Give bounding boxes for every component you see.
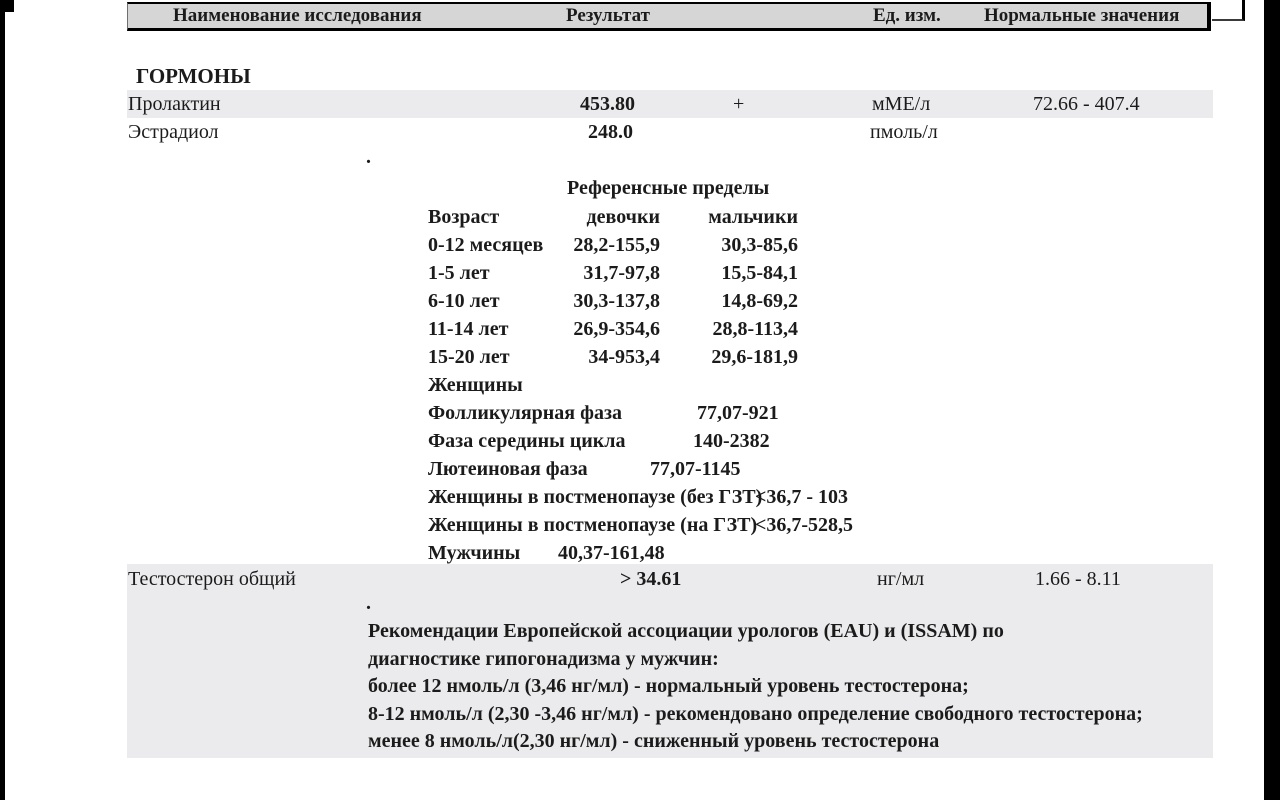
result-value-testosterone: > 34.61 — [620, 568, 682, 590]
ref-phase-value: <36,7-528,5 — [755, 514, 854, 536]
ref-age-row-boys: 14,8-69,2 — [721, 290, 798, 312]
units-prolactin: мМЕ/л — [872, 93, 931, 115]
reference-col-age: Возраст — [428, 206, 500, 228]
top-left-corner-block — [0, 0, 14, 12]
right-edge-scrollbar-track[interactable] — [1264, 0, 1280, 800]
ref-age-row-boys: 29,6-181,9 — [711, 346, 798, 368]
test-name-prolactin: Пролактин — [128, 93, 221, 115]
ref-age-row-girls: 28,2-155,9 — [573, 234, 660, 256]
ref-phase-value: 77,07-921 — [697, 402, 779, 424]
ref-age-row-girls: 34-953,4 — [588, 346, 660, 368]
column-header-normal: Нормальные значения — [984, 5, 1180, 26]
ref-age-row-label: 0-12 месяцев — [428, 234, 544, 256]
testosterone-recommendations-note — [368, 618, 1143, 756]
scrollbar-thumb[interactable] — [1212, 0, 1245, 21]
comment-dot-1: . — [366, 146, 371, 168]
units-testosterone: нг/мл — [877, 568, 925, 590]
ref-phase-value: <36,7 - 103 — [755, 486, 849, 508]
ref-age-row-label: 15-20 лет — [428, 346, 510, 368]
result-value-prolactin: 453.80 — [580, 93, 635, 115]
reference-col-girls: девочки — [586, 206, 660, 228]
results-table-header — [127, 2, 1211, 31]
ref-phase-value: 140-2382 — [693, 430, 770, 452]
result-flag-prolactin: + — [733, 93, 745, 115]
ref-age-row-girls: 26,9-354,6 — [573, 318, 660, 340]
column-header-result: Результат — [566, 5, 650, 26]
test-name-testosterone: Тестостерон общий — [128, 568, 296, 590]
ref-age-row-boys: 28,8-113,4 — [712, 318, 798, 340]
ref-phase-value: 77,07-1145 — [650, 458, 741, 480]
note-line: менее 8 нмоль/л(2,30 нг/мл) - сниженный уровень тестостерона — [368, 730, 940, 752]
reference-title: Референсные пределы — [567, 177, 770, 199]
note-line: 8-12 нмоль/л (2,30 -3,46 нг/мл) - рекомендовано определение свободного тестостерона; — [368, 702, 1143, 725]
note-line: диагностике гипогонадизма у мужчин: — [368, 647, 719, 670]
result-value-estradiol: 248.0 — [588, 121, 633, 143]
note-line: Рекомендации Европейской ассоциации урологов (EAU) и (ISSAM) по — [368, 620, 1004, 642]
ref-age-row-label: 11-14 лет — [428, 318, 509, 340]
ref-age-row-label: 6-10 лет — [428, 290, 500, 312]
note-line: более 12 нмоль/л (3,46 нг/мл) - нормальный уровень тестостерона; — [368, 675, 969, 697]
section-title-hormones: ГОРМОНЫ — [136, 64, 251, 88]
normal-range-prolactin: 72.66 - 407.4 — [1033, 93, 1140, 115]
ref-phase-label: Женщины в постменопаузе (на ГЗТ) — [428, 514, 758, 536]
left-edge-bar — [0, 0, 5, 800]
ref-men-label: Мужчины — [428, 542, 521, 564]
ref-women-label: Женщины — [428, 374, 523, 396]
ref-phase-label: Фаза середины цикла — [428, 430, 626, 452]
normal-range-testosterone: 1.66 - 8.11 — [1035, 568, 1121, 590]
reference-col-boys: мальчики — [708, 206, 798, 228]
ref-phase-label: Фолликулярная фаза — [428, 402, 623, 424]
column-header-test-name: Наименование исследования — [173, 5, 422, 26]
column-header-units: Ед. изм. — [873, 5, 941, 26]
ref-age-row-boys: 30,3-85,6 — [721, 234, 798, 256]
ref-phase-label: Женщины в постменопаузе (без ГЗТ) — [428, 486, 763, 508]
test-name-estradiol: Эстрадиол — [128, 121, 219, 143]
comment-dot-2: . — [366, 592, 371, 614]
ref-phase-label: Лютеиновая фаза — [428, 458, 588, 480]
ref-men-value: 40,37-161,48 — [558, 542, 665, 564]
ref-age-row-label: 1-5 лет — [428, 262, 490, 284]
units-estradiol: пмоль/л — [870, 121, 938, 143]
ref-age-row-girls: 31,7-97,8 — [583, 262, 660, 284]
ref-age-row-boys: 15,5-84,1 — [721, 262, 798, 284]
ref-age-row-girls: 30,3-137,8 — [573, 290, 660, 312]
